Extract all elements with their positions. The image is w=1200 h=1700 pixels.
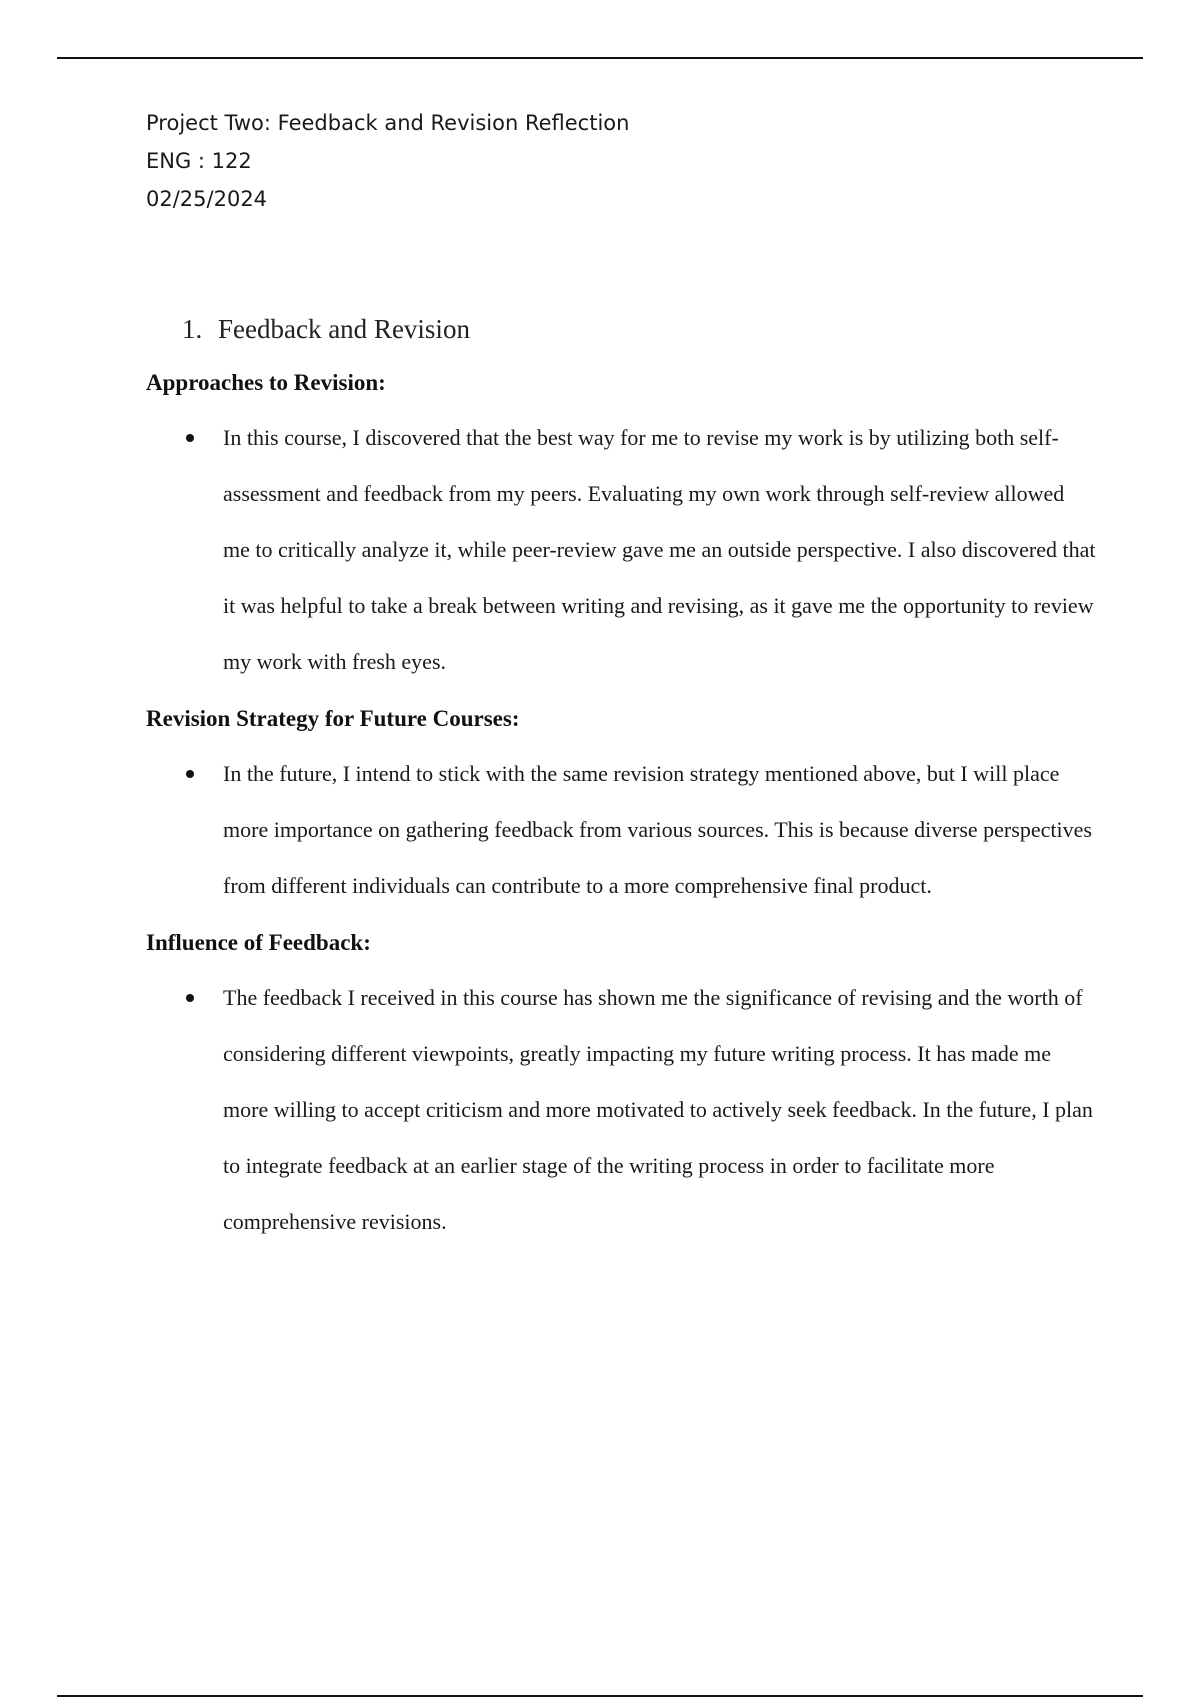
list-item xyxy=(146,746,1096,914)
document-page xyxy=(146,104,1096,1250)
course-code: ENG : 122 xyxy=(146,149,252,173)
subheading-approaches: Approaches to Revision: xyxy=(146,370,386,395)
bullet-text: In this course, I discovered that the best way for me to revise my work is by utilizing both self-assessment and feedback from my peers. Evaluating my own work through self-review allowed me to critically analyze it, while peer-review gave me an outside perspective. I also discovered that it was helpful to take a break between writing and revising, as it gave me the opportunity to review my work with fresh eyes. xyxy=(223,425,1096,674)
document-title: Project Two: Feedback and Revision Reflection xyxy=(146,111,630,135)
subheading-strategy: Revision Strategy for Future Courses: xyxy=(146,706,520,731)
bullet-list-influence xyxy=(146,970,1096,1250)
bullet-icon xyxy=(186,434,194,442)
section-number: 1. xyxy=(182,314,203,344)
subheading-influence: Influence of Feedback: xyxy=(146,930,371,955)
document-date: 02/25/2024 xyxy=(146,187,268,211)
section-title: Feedback and Revision xyxy=(218,314,470,344)
list-item xyxy=(146,970,1096,1250)
top-rule xyxy=(57,57,1143,59)
bullet-list-approaches xyxy=(146,410,1096,690)
bullet-list-strategy xyxy=(146,746,1096,914)
bottom-rule xyxy=(57,1695,1143,1697)
bullet-text: The feedback I received in this course has shown me the significance of revising and the worth of considering different viewpoints, greatly impacting my future writing process. It has made me more willing to accept criticism and more motivated to actively seek feedback. In the future, I plan to integrate feedback at an earlier stage of the writing process in order to facilitate more comprehensive revisions. xyxy=(223,985,1093,1234)
section-heading xyxy=(146,312,1096,346)
bullet-icon xyxy=(186,994,194,1002)
bullet-icon xyxy=(186,770,194,778)
list-item xyxy=(146,410,1096,690)
bullet-text: In the future, I intend to stick with the same revision strategy mentioned above, but I will place more importance on gathering feedback from various sources. This is because diverse perspectives from different individuals can contribute to a more comprehensive final product. xyxy=(223,761,1092,898)
document-header xyxy=(146,104,1096,218)
